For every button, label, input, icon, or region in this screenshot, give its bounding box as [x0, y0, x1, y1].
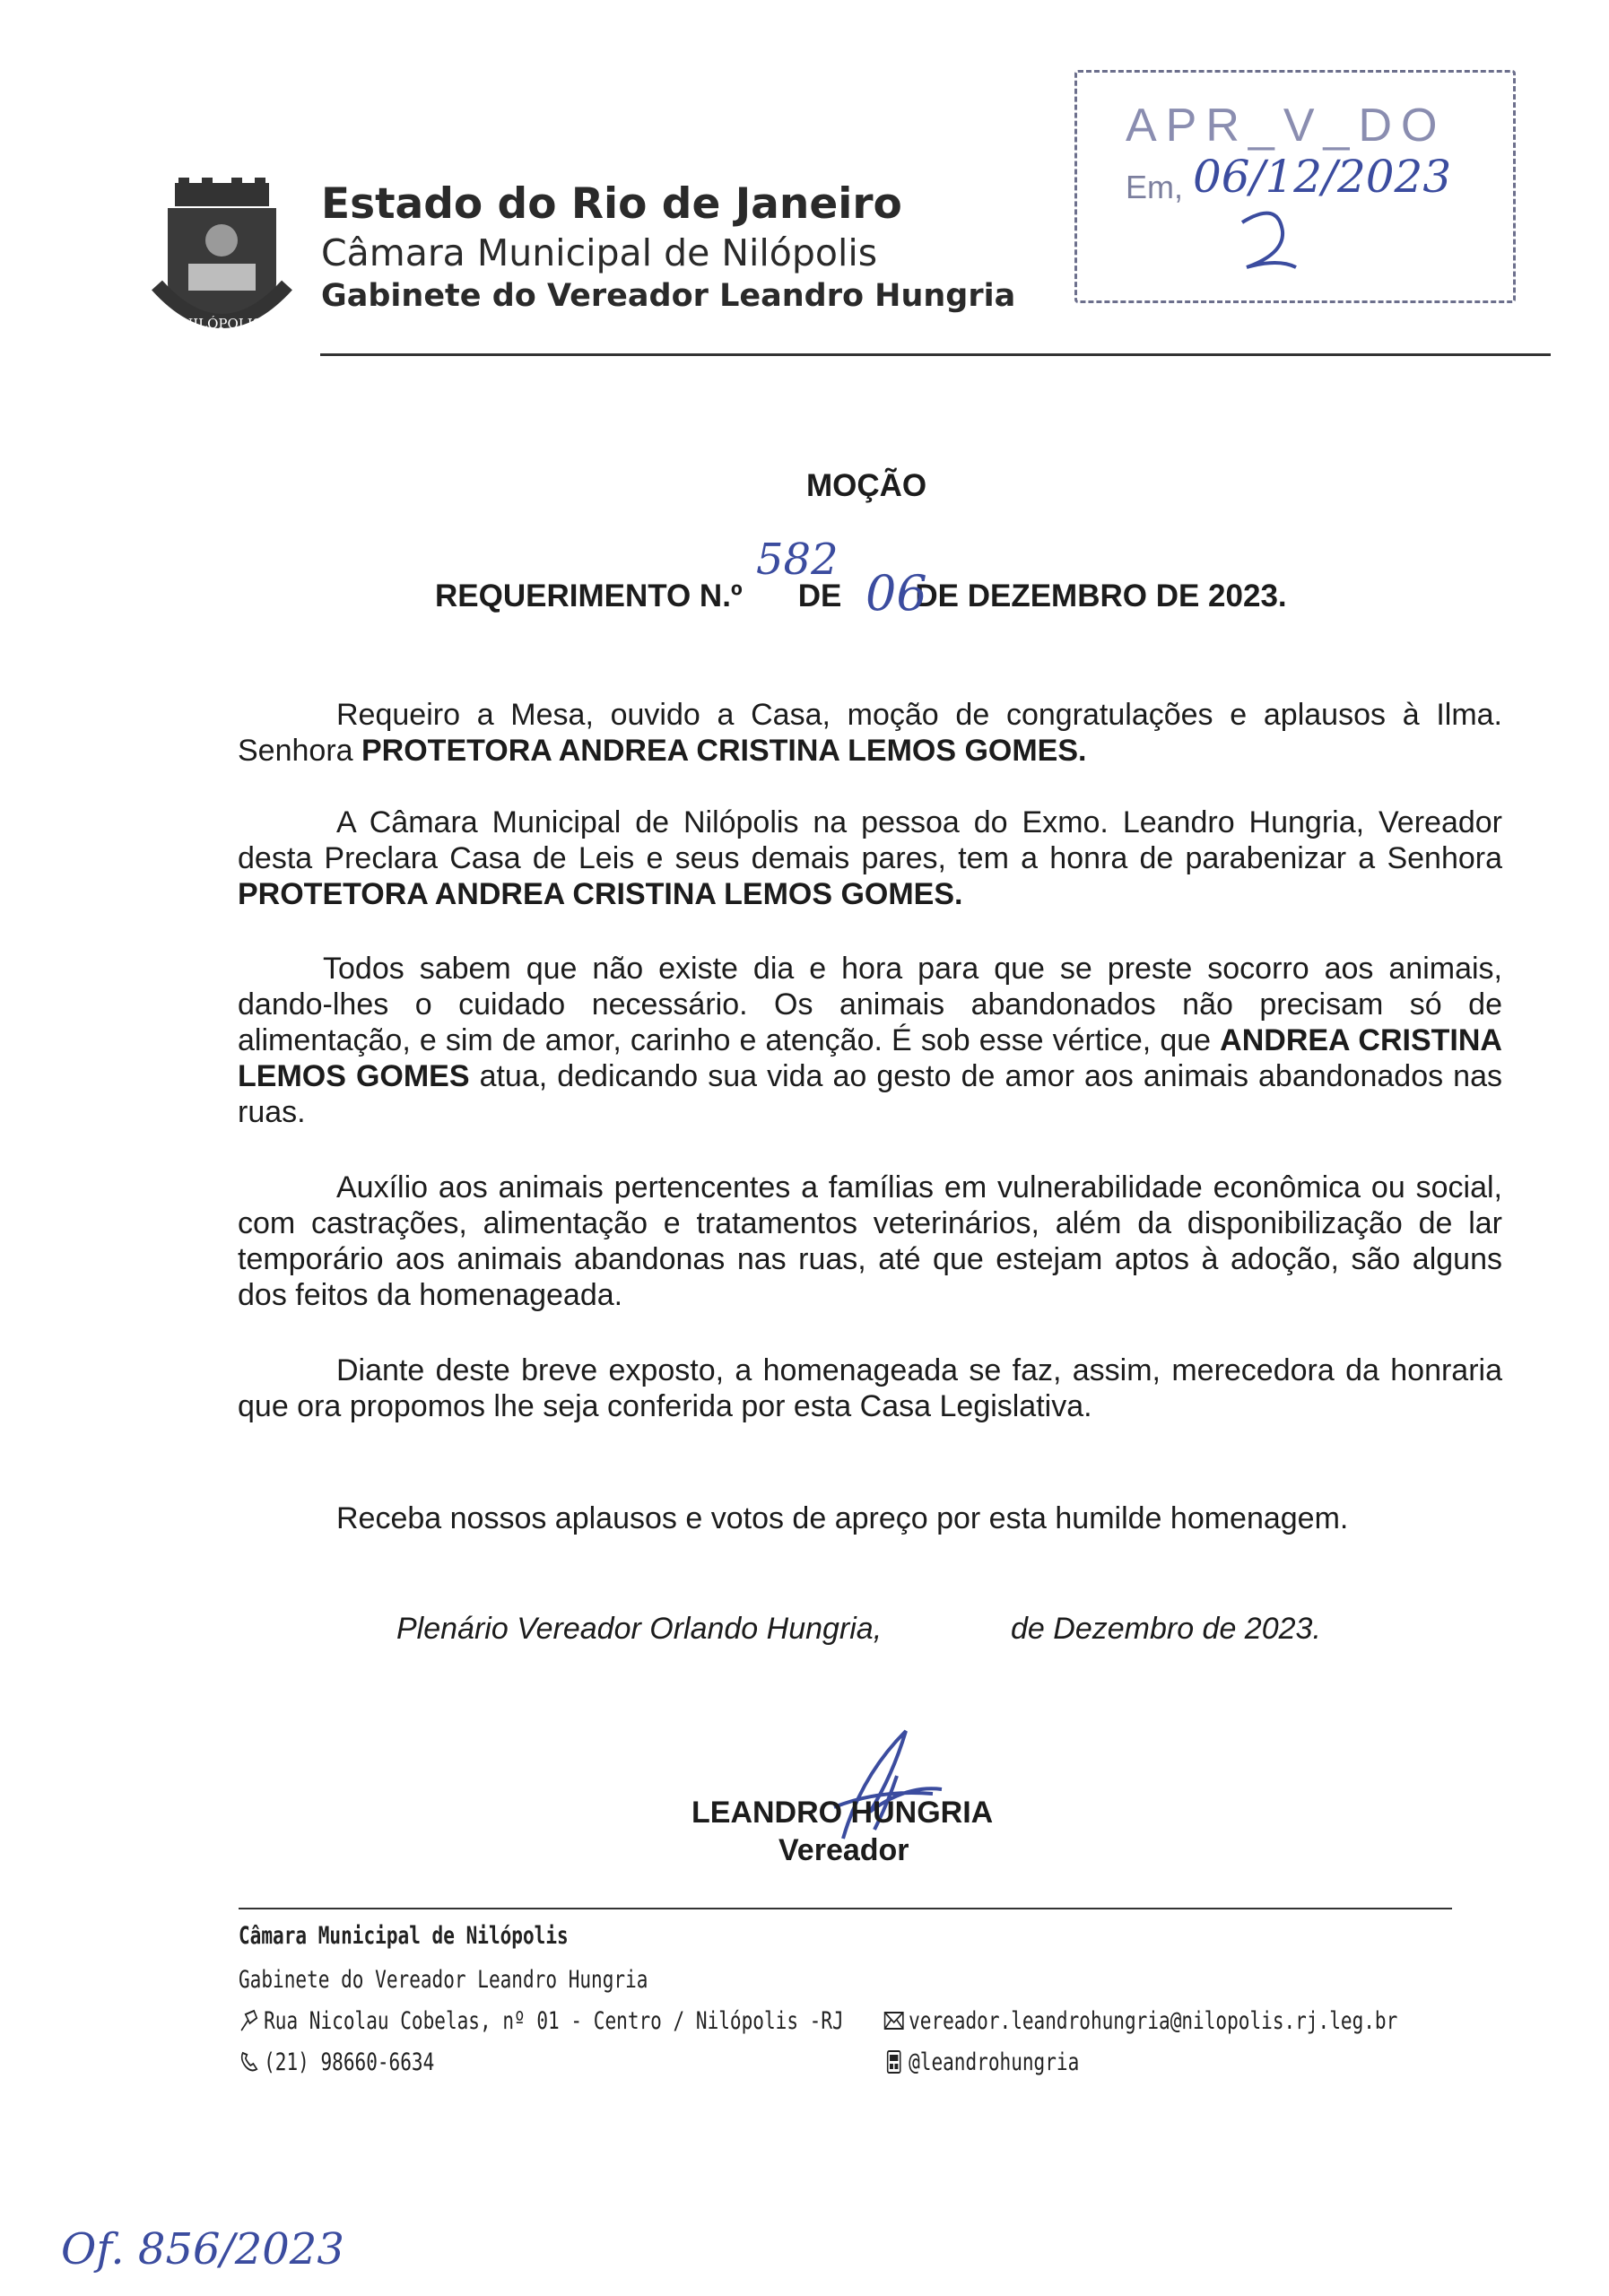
paragraph-text: A Câmara Municipal de Nilópolis na pessoa do Exmo. Leandro Hungria, Vereador desta Preclara Casa de Leis e seus demais pares, tem a honra de parabenizar a Senhora: [238, 805, 1502, 875]
header-chamber: Câmara Municipal de Nilópolis: [321, 231, 878, 274]
paragraph-text: Auxílio aos animais pertencentes a famílias em vulnerabilidade econômica ou social, com castrações, alimentação e tratamentos veterinários, além da disponibilização de lar temporário aos animais abandonas nas ruas, até que estejam aptos à adoção, são alguns dos feitos da homenageada.: [238, 1170, 1502, 1312]
municipal-crest-logo: [148, 178, 296, 344]
honoree-name: ANDREA CRISTINA LEMOS GOMES: [238, 1023, 1502, 1093]
request-number-handwritten: 582: [756, 535, 839, 585]
footer-email-line: [883, 2007, 1397, 2035]
footer-divider: [239, 1908, 1452, 1909]
paragraph-text: Diante deste breve exposto, a homenageada se faz, assim, merecedora da honraria que ora propomos lhe seja conferida por esta Casa Legislativa.: [238, 1353, 1502, 1423]
paragraph-conclusion: [238, 1352, 1502, 1424]
phone-icon: [239, 2050, 259, 2074]
request-rest: DE DEZEMBRO DE 2023.: [915, 578, 1287, 613]
stamp-initial-mark: [1229, 204, 1309, 285]
plenario-date: de Dezembro de 2023.: [1011, 1612, 1321, 1646]
paragraph-achievements: [238, 1170, 1502, 1313]
signer-name: LEANDRO HUNGRIA: [691, 1796, 994, 1830]
social-media-icon: [883, 2050, 904, 2074]
honoree-name: PROTETORA ANDREA CRISTINA LEMOS GOMES: [361, 734, 1079, 768]
stamp-em-label: Em,: [1126, 169, 1184, 205]
paragraph-chamber: [238, 804, 1502, 912]
signer-role: Vereador: [778, 1833, 909, 1867]
header-state: Estado do Rio de Janeiro: [321, 179, 902, 229]
footer-address: Rua Nicolau Cobelas, nº 01 - Centro / Nilópolis -RJ: [264, 2007, 844, 2035]
footer-office: Gabinete do Vereador Leandro Hungria: [239, 1966, 648, 1994]
footer-phone: (21) 98660-6634: [264, 2048, 435, 2076]
stamp-status: APR_V_DO: [1126, 100, 1447, 152]
footer-email: vereador.leandrohungria@nilopolis.rj.leg.br: [909, 2007, 1398, 2035]
header-office: Gabinete do Vereador Leandro Hungria: [321, 278, 1016, 314]
footer-instagram: @leandrohungria: [909, 2048, 1080, 2076]
paragraph-text: .: [1078, 734, 1087, 768]
paragraph-closing: [238, 1500, 1502, 1536]
request-de: DE: [797, 578, 842, 613]
honoree-name: PROTETORA ANDREA CRISTINA LEMOS GOMES.: [238, 877, 963, 911]
paragraph-text: atua, dedicando sua vida ao gesto de amor aos animais abandonados nas ruas.: [238, 1059, 1502, 1129]
footer-phone-line: [239, 2048, 434, 2076]
paragraph-request: [238, 697, 1502, 769]
request-day-handwritten: 06: [865, 565, 927, 622]
paragraph-text: Receba nossos aplausos e votos de apreço por esta humilde homenagem.: [336, 1501, 1349, 1535]
footer-chamber: Câmara Municipal de Nilópolis: [239, 1922, 569, 1950]
document-title: MOÇÃO: [806, 468, 927, 503]
paragraph-text: Todos sabem que não existe dia e hora para que se preste socorro aos animais, dando-lhes o cuidado necessário. Os animais abandonados não precisam só de alimentação, e sim de amor, carinho e atenção. É sob esse vértice, que: [238, 952, 1502, 1057]
header-divider: [320, 353, 1551, 356]
paragraph-text: Requeiro a Mesa, ouvido a Casa, moção de congratulações e aplausos à Ilma. Senhora: [238, 698, 1502, 768]
location-pin-icon: [239, 2009, 259, 2032]
stamp-handwritten-date: 06/12/2023: [1193, 151, 1452, 203]
envelope-icon: [883, 2009, 904, 2032]
paragraph-animals: [238, 951, 1502, 1130]
footer-address-line: [239, 2007, 844, 2035]
crest-text: NILÓPOLIS: [181, 316, 262, 332]
footer-instagram-line: [883, 2048, 1079, 2076]
handwritten-office-note: Of. 856/2023: [61, 2224, 344, 2274]
request-label: REQUERIMENTO N.º: [435, 578, 743, 613]
request-line: [435, 578, 1287, 614]
plenario-place: Plenário Vereador Orlando Hungria,: [396, 1612, 883, 1646]
